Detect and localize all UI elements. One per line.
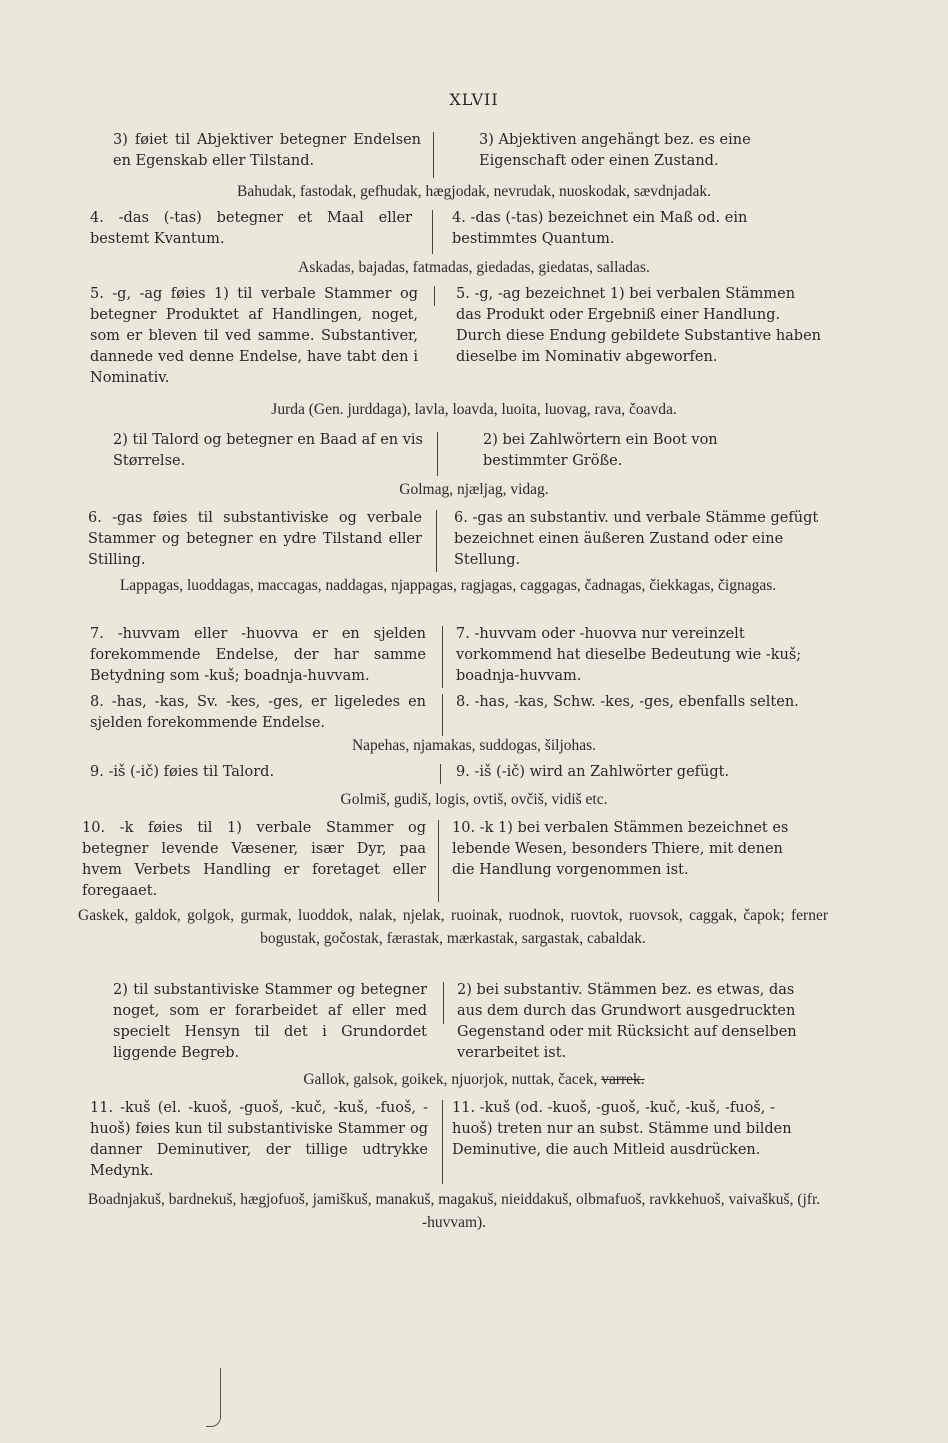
example-line: Lappagas, luoddagas, maccagas, naddagas, njappagas, ragjagas, caggagas, čadnagas, čiekkagas, čignagas. xyxy=(119,577,777,594)
danish-text: 9. -iš (-ič) føies til Talord. xyxy=(90,764,275,780)
column-divider xyxy=(436,510,437,572)
german-text: 5. -g, -ag bezeichnet 1) bei verbalen Stämmen das Produkt oder Ergebniß einer Handlung. Durch diese Endung gebildete Substantive haben dieselbe im Nominativ abgeworfen. xyxy=(456,286,822,365)
margin-bracket-mark xyxy=(206,1368,221,1427)
example-text: Gallok, galsok, goikek, njuorjok, nuttak, čacek, xyxy=(303,1071,598,1088)
entry-pair xyxy=(113,130,813,180)
danish-text: 2) til substantiviske Stammer og betegner noget, som er forarbeidet af eller med specielt Hensyn til det i Grundordet liggende Begreb. xyxy=(113,982,427,1061)
column-divider xyxy=(443,982,444,1024)
column-divider xyxy=(438,820,439,902)
danish-text: 2) til Talord og betegner en Baad af en vis Størrelse. xyxy=(113,432,424,469)
entry-pair xyxy=(90,1098,804,1186)
danish-text: 10. -k føies til 1) verbale Stammer og betegner levende Væsener, især Dyr, paa hvem Verbets Handling er foretaget eller foregaaet. xyxy=(82,820,426,899)
column-divider xyxy=(442,1100,443,1184)
german-text: 2) bei substantiv. Stämmen bez. es etwas, das aus dem durch das Grundwort ausgedruckten Gegenstand oder mit Rücksicht auf denselben verarbeitet ist. xyxy=(457,982,797,1061)
german-text: 9. -iš (-ič) wird an Zahlwörter gefügt. xyxy=(456,764,730,780)
entry-pair xyxy=(113,980,813,1068)
example-line: Askadas, bajadas, fatmadas, giedadas, giedatas, salladas. xyxy=(298,259,650,276)
entry-pair xyxy=(82,818,808,904)
german-text: 11. -kuš (od. -kuoš, -guoš, -kuč, -kuš, -fuoš, -huoš) treten nur an subst. Stämme und bilden Deminutive, die auch Mitleid ausdrücken. xyxy=(452,1100,792,1158)
entry-pair xyxy=(90,284,822,394)
german-text: 2) bei Zahlwörtern ein Boot von bestimmter Größe. xyxy=(483,432,718,469)
example-line: Napehas, njamakas, suddogas, šiljohas. xyxy=(351,737,597,754)
german-text: 4. -das (-tas) bezeichnet ein Maß od. ein bestimmtes Quantum. xyxy=(452,210,748,247)
column-divider xyxy=(442,694,443,736)
entry-pair xyxy=(90,692,828,738)
german-text: 8. -has, -kas, Schw. -kes, -ges, ebenfalls selten. xyxy=(456,694,799,710)
example-line: Boadnjakuš, bardnekuš, hægjofuoš, jamiškuš, manakuš, magakuš, nieiddakuš, olbmafuoš, ravkkehuoš, vaivaškuš, (jfr. -huvvam). xyxy=(87,1191,821,1231)
example-line: Gaskek, galdok, golgok, gurmak, luoddok, nalak, njelak, ruoinak, ruodnok, ruovtok, ruovsok, caggak, čapok; ferner bogustak, gočostak, færastak, mærkastak, sargastak, cabaldak. xyxy=(78,907,828,947)
danish-text: 6. -gas føies til substantiviske og verbale Stammer og betegner en ydre Tilstand eller Stilling. xyxy=(88,510,422,568)
entry-pair xyxy=(90,208,818,256)
german-text: 3) Abjektiven angehängt bez. es eine Eigenschaft oder einen Zustand. xyxy=(479,132,751,169)
column-divider xyxy=(433,132,434,178)
german-text: 10. -k 1) bei verbalen Stämmen bezeichnet es lebende Wesen, besonders Thiere, mit denen die Handlung vorgenommen ist. xyxy=(452,820,789,878)
danish-text: 5. -g, -ag føies 1) til verbale Stammer og betegner Produktet af Handlingen, noget, som er bleven til ved samme. Substantiver, dannede ved denne Endelse, have tabt den i Nominativ. xyxy=(90,286,418,386)
danish-text: 11. -kuš (el. -kuoš, -guoš, -kuč, -kuš, -fuoš, -huoš) føies kun til substantiviske Stammer og danner Deminutiver, der tillige udtrykke Medynk. xyxy=(90,1100,428,1179)
column-divider xyxy=(440,764,441,784)
column-divider xyxy=(432,210,433,254)
example-line xyxy=(80,1068,868,1091)
struck-word: varrek. xyxy=(601,1071,645,1088)
german-text: 7. -huvvam oder -huovva nur vereinzelt vorkommend hat dieselbe Bedeutung wie -kuš; boadnja-huvvam. xyxy=(456,626,802,684)
example-line: Golmag, njæljag, vidag. xyxy=(399,481,549,498)
german-text: 6. -gas an substantiv. und verbale Stämme gefügt bezeichnet einen äußeren Zustand oder eine Stellung. xyxy=(454,510,819,568)
danish-text: 4. -das (-tas) betegner et Maal eller bestemt Kvantum. xyxy=(90,210,412,247)
danish-text: 8. -has, -kas, Sv. -kes, -ges, er ligeledes en sjelden forekommende Endelse. xyxy=(90,694,426,731)
entry-pair xyxy=(90,762,790,786)
example-line: Jurda (Gen. jurddaga), lavla, loavda, luoita, luovag, rava, čoavda. xyxy=(271,401,677,418)
example-line: Golmiš, gudiš, logis, ovtiš, ovčiš, vidiš etc. xyxy=(340,791,608,808)
entry-pair xyxy=(90,624,828,690)
column-divider xyxy=(442,626,443,688)
danish-text: 3) føiet til Abjektiver betegner Endelsen en Egenskab eller Tilstand. xyxy=(113,132,421,169)
example-line: Bahudak, fastodak, gefhudak, hægjodak, nevrudak, nuoskodak, sævdnjadak. xyxy=(237,183,711,200)
page-number: XLVII xyxy=(449,90,499,109)
column-divider xyxy=(434,286,435,306)
danish-text: 7. -huvvam eller -huovva er en sjelden forekommende Endelse, der har samme Betydning som -kuš; boadnja-huvvam. xyxy=(90,626,426,684)
entry-pair xyxy=(113,430,793,478)
entry-pair xyxy=(88,508,822,574)
column-divider xyxy=(437,432,438,476)
